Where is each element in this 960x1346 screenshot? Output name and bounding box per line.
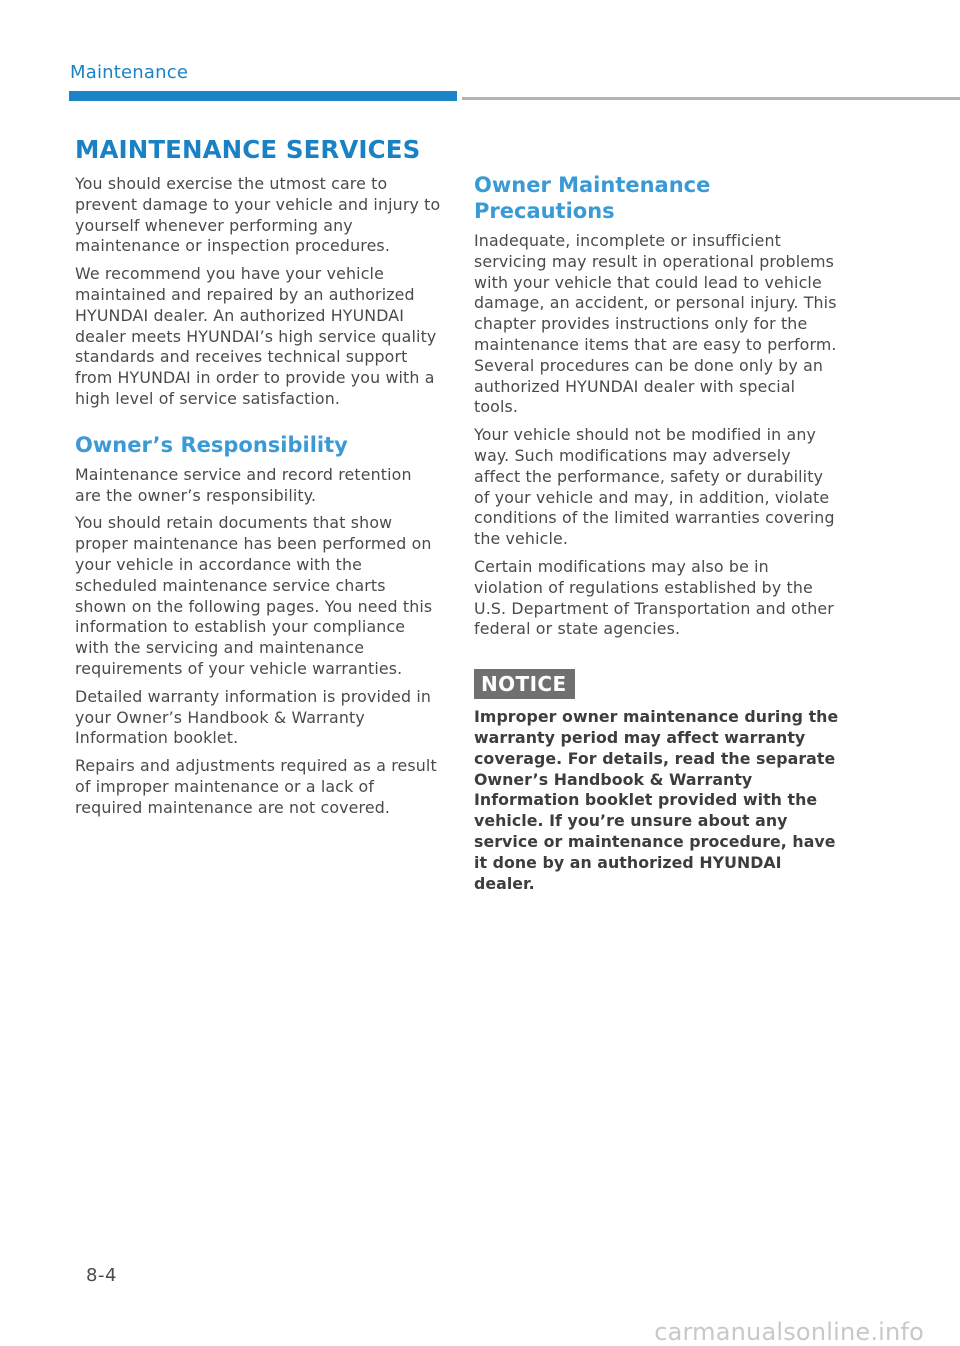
responsibility-paragraph-3: Detailed warranty information is provided in your Owner’s Handbook & Warranty Information booklet. xyxy=(75,686,432,748)
notice-text: Improper owner maintenance during the warranty period may affect warranty coverage. For details, read the separate Owner’s Handbook & Warranty Information booklet provided with the vehicle. If you’re unsure about any service or maintenance procedure, have it done by an authorized HYUNDAI dealer. xyxy=(474,707,839,893)
header-accent-bar xyxy=(69,91,457,101)
chapter-label: Maintenance xyxy=(70,62,189,83)
page-number: 8-4 xyxy=(86,1265,117,1286)
owner-precautions-heading: Owner Maintenance Precautions xyxy=(474,173,711,223)
responsibility-paragraph-2: You should retain documents that show proper maintenance has been performed on your vehicle in accordance with the scheduled maintenance service charts shown on the following pages. You need this information to establish your compliance with the servicing and maintenance requirements of your vehicle warranties. xyxy=(75,513,433,678)
notice-badge: NOTICE xyxy=(474,669,575,699)
watermark: carmanualsonline.info xyxy=(654,1318,924,1346)
intro-paragraph-2: We recommend you have your vehicle maintained and repaired by an authorized HYUNDAI dealer. An authorized HYUNDAI dealer meets HYUNDAI’s high service quality standards and receives technical support from HYUNDAI in order to provide you with a high level of service satisfaction. xyxy=(75,264,437,408)
left-column xyxy=(75,135,441,826)
precautions-paragraph-2: Your vehicle should not be modified in any way. Such modifications may adversely affect the performance, safety or durability of your vehicle and may, in addition, violate conditions of the limited warranties covering the vehicle. xyxy=(474,425,835,549)
right-column xyxy=(474,172,840,894)
intro-paragraph-1: You should exercise the utmost care to prevent damage to your vehicle and injury to yourself whenever performing any maintenance or inspection procedures. xyxy=(75,174,441,256)
responsibility-paragraph-4: Repairs and adjustments required as a result of improper maintenance or a lack of required maintenance are not covered. xyxy=(75,756,437,817)
responsibility-paragraph-1: Maintenance service and record retention are the owner’s responsibility. xyxy=(75,464,412,505)
precautions-paragraph-1: Inadequate, incomplete or insufficient servicing may result in operational problems with your vehicle that could lead to vehicle damage, an accident, or personal injury. This chapter provides instructions only for the maintenance items that are easy to perform. Several procedures can be done only by an authorized HYUNDAI dealer with special tools. xyxy=(474,231,837,417)
precautions-paragraph-3: Certain modifications may also be in violation of regulations established by the U.S. Department of Transportation and other federal or state agencies. xyxy=(474,556,834,639)
owners-responsibility-heading: Owner’s Responsibility xyxy=(75,432,348,457)
section-title: MAINTENANCE SERVICES xyxy=(75,135,421,164)
header-divider-line xyxy=(462,97,960,100)
